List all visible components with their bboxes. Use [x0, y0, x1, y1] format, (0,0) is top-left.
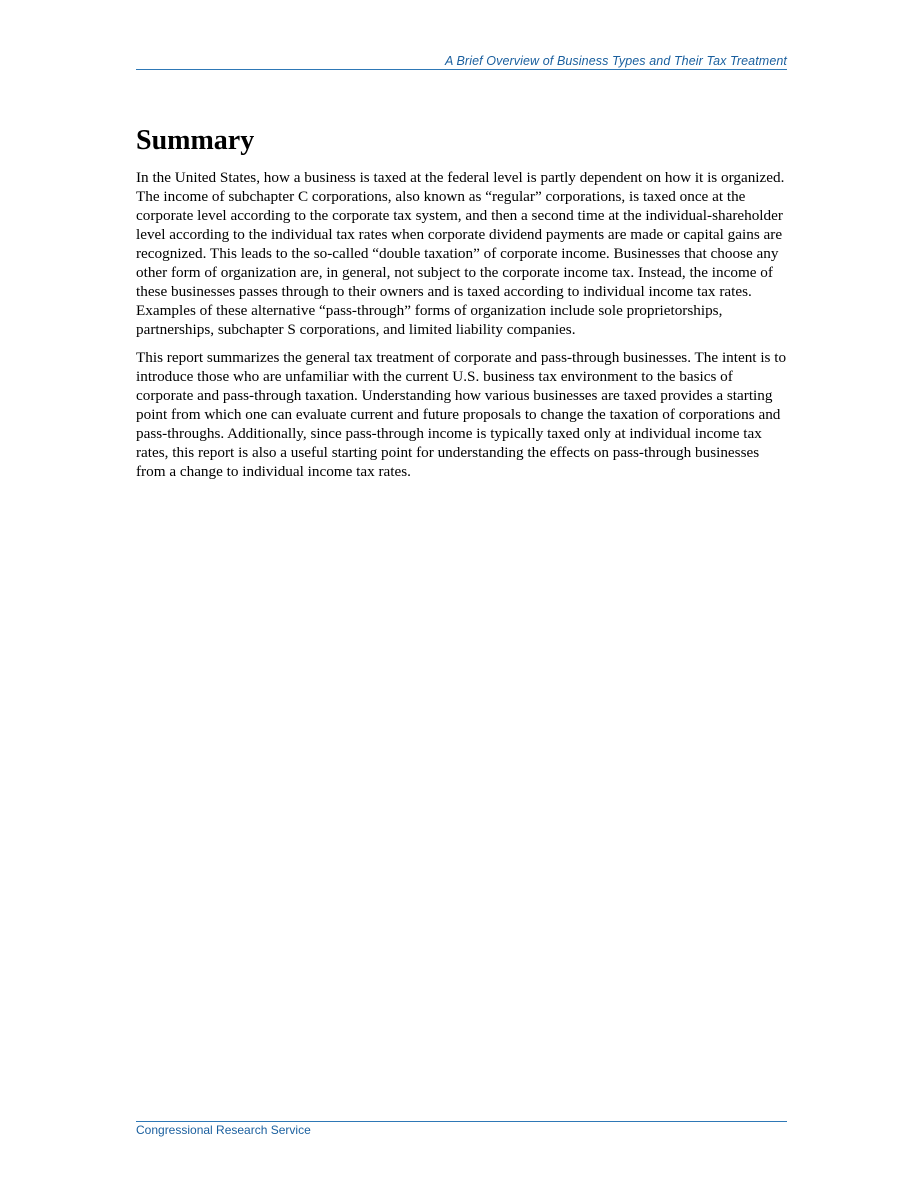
- header-divider: [136, 69, 787, 70]
- footer-organization: Congressional Research Service: [136, 1123, 311, 1137]
- running-header-title: A Brief Overview of Business Types and Their Tax Treatment: [444, 54, 787, 68]
- summary-heading: Summary: [136, 125, 255, 156]
- summary-paragraph-2: This report summarizes the general tax treatment of corporate and pass-through businesses. The intent is to introduce those who are unfamiliar with the current U.S. business tax environment to the basics of corporate and pass-through taxation. Understanding how various businesses are taxed provides a starting point from which one can evaluate current and future proposals to change the taxation of corporations and pass-throughs. Additionally, since pass-through income is typically taxed only at individual income tax rates, this report is also a useful starting point for understanding the effects on pass-through businesses from a change to individual income tax rates.: [136, 349, 787, 480]
- summary-body: [136, 168, 787, 490]
- footer-divider: [136, 1121, 787, 1122]
- summary-paragraph-1: In the United States, how a business is taxed at the federal level is partly dependent on how it is organized. The income of subchapter C corporations, also known as “regular” corporations, is taxed once at the corporate level according to the corporate tax system, and then a second time at the individual-shareholder level according to the individual tax rates when corporate dividend payments are made or capital gains are recognized. This leads to the so-called “double taxation” of corporate income. Businesses that choose any other form of organization are, in general, not subject to the corporate income tax. Instead, the income of these businesses passes through to their owners and is taxed according to individual income tax rates. Examples of these alternative “pass-through” forms of organization include sole proprietorships, partnerships, subchapter S corporations, and limited liability companies.: [136, 169, 785, 338]
